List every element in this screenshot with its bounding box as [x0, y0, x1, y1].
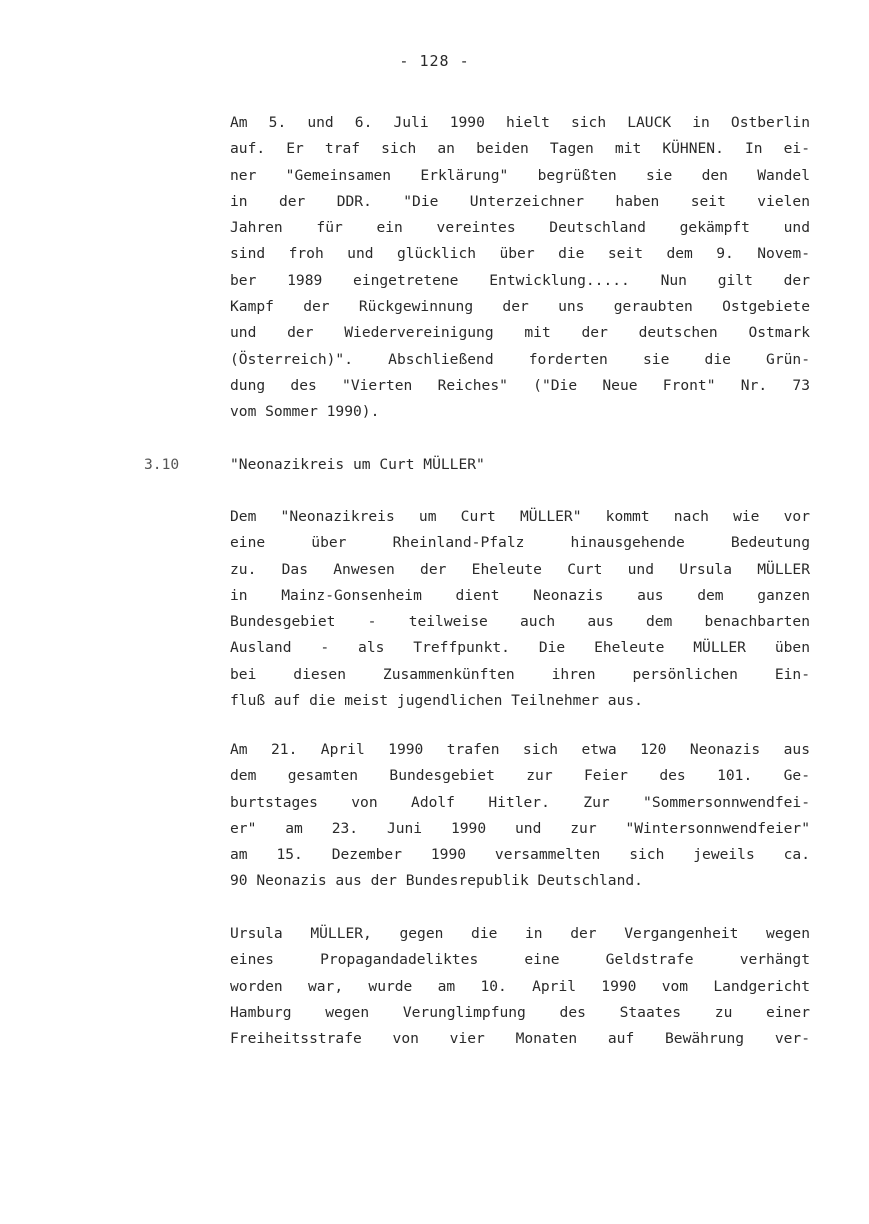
text-line: Ausland - als Treffpunkt. Die Eheleute MÜLLER üben — [230, 639, 810, 657]
text-line: er" am 23. Juni 1990 und zur "Wintersonnwendfeier" — [230, 819, 810, 837]
text-line: bei diesen Zusammenkünften ihren persönlichen Ein- — [230, 665, 810, 683]
text-line: Am 21. April 1990 trafen sich etwa 120 Neonazis aus — [230, 741, 810, 758]
page-number: - 128 - — [399, 52, 470, 70]
text-line: Bundesgebiet - teilweise auch aus dem benachbarten — [230, 613, 810, 631]
text-line: Kampf der Rückgewinnung der uns geraubten Ostgebiete — [230, 298, 810, 316]
text-line: eines Propagandadeliktes eine Geldstrafe verhängt — [230, 951, 810, 969]
text-line: sind froh und glücklich über die seit dem 9. Novem- — [230, 245, 810, 263]
text-line: Dem "Neonazikreis um Curt MÜLLER" kommt nach wie vor — [230, 508, 810, 525]
section-heading: "Neonazikreis um Curt MÜLLER" — [230, 456, 485, 473]
text-line: Ursula MÜLLER, gegen die in der Vergangenheit wegen — [230, 925, 810, 942]
text-line: auf. Er traf sich an beiden Tagen mit KÜHNEN. In ei- — [230, 140, 810, 158]
text-line: ber 1989 eingetretene Entwicklung..... Nun gilt der — [230, 271, 810, 289]
paragraph-ursula-mueller — [230, 921, 810, 1052]
text-line: am 15. Dezember 1990 versammelten sich jeweils ca. — [230, 846, 810, 864]
text-line: ner "Gemeinsamen Erklärung" begrüßten sie den Wandel — [230, 166, 810, 184]
text-line: Jahren für ein vereintes Deutschland gekämpft und — [230, 219, 810, 237]
text-line: in der DDR. "Die Unterzeichner haben seit vielen — [230, 192, 810, 210]
text-line: dem gesamten Bundesgebiet zur Feier des 101. Ge- — [230, 767, 810, 785]
text-line: 90 Neonazis aus der Bundesrepublik Deutschland. — [230, 872, 643, 890]
text-line: in Mainz-Gonsenheim dient Neonazis aus dem ganzen — [230, 586, 810, 604]
text-line: eine über Rheinland-Pfalz hinausgehende Bedeutung — [230, 534, 810, 552]
text-line: Am 5. und 6. Juli 1990 hielt sich LAUCK in Ostberlin — [230, 114, 810, 131]
text-line: worden war, wurde am 10. April 1990 vom Landgericht — [230, 977, 810, 995]
paragraph-lauck — [230, 110, 810, 426]
text-line: vom Sommer 1990). — [230, 403, 380, 421]
text-line: Hamburg wegen Verunglimpfung des Staates zu einer — [230, 1003, 810, 1021]
text-line: (Österreich)". Abschließend forderten sie die Grün- — [230, 350, 810, 368]
text-line: burtstages von Adolf Hitler. Zur "Sommersonnwendfei- — [230, 793, 810, 811]
text-line: zu. Das Anwesen der Eheleute Curt und Ursula MÜLLER — [230, 560, 810, 578]
text-line: dung des "Vierten Reiches" ("Die Neue Front" Nr. 73 — [230, 376, 810, 394]
text-line: Freiheitsstrafe von vier Monaten auf Bewährung ver- — [230, 1030, 810, 1048]
paragraph-neonazikreis — [230, 504, 810, 714]
text-line: und der Wiedervereinigung mit der deutschen Ostmark — [230, 324, 810, 342]
section-number: 3.10 — [144, 456, 180, 473]
text-line: fluß auf die meist jugendlichen Teilnehmer aus. — [230, 692, 643, 710]
paragraph-treffen-1990 — [230, 737, 810, 895]
